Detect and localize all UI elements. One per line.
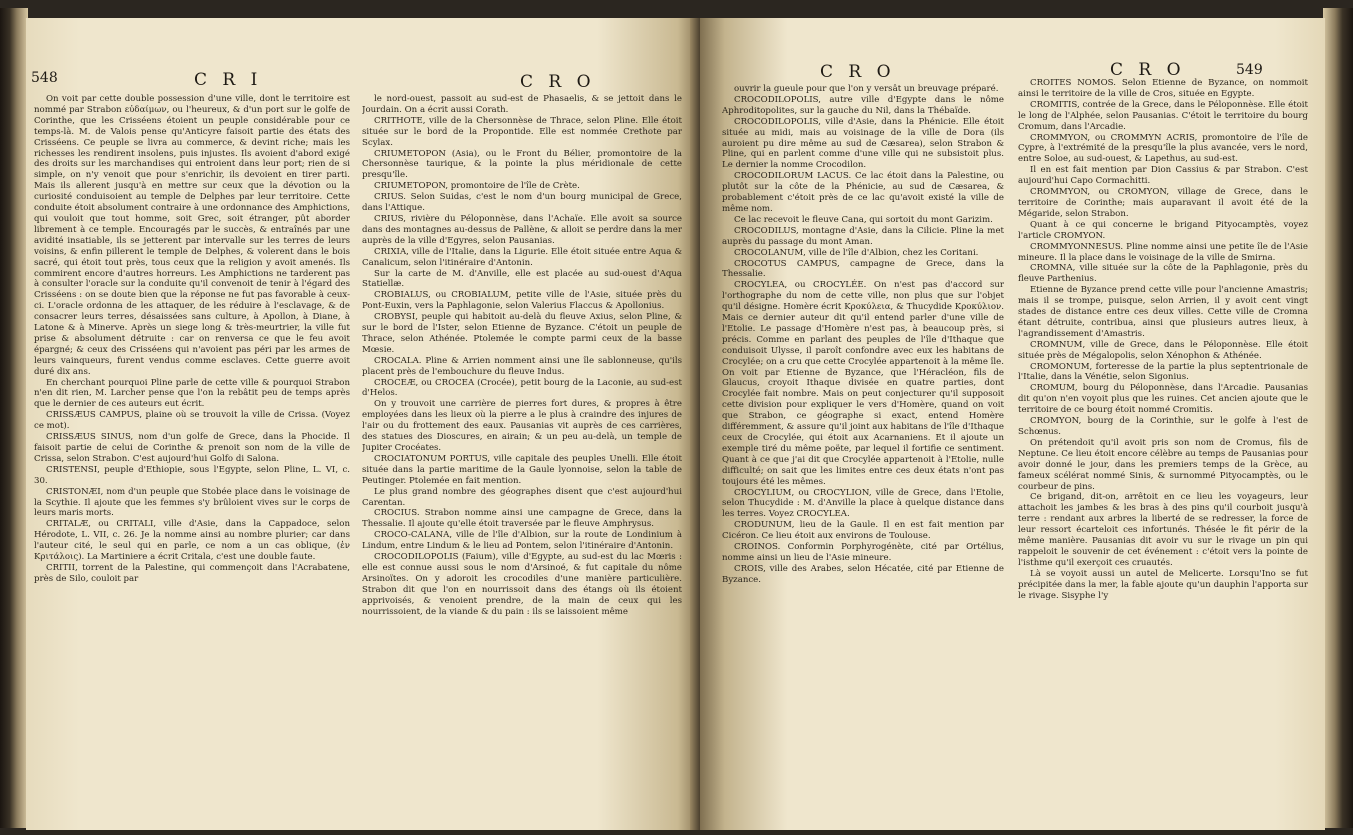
entry: CROITES NOMOS. Selon Etienne de Byzance, on nommoit ainsi le territoire de la ville de Cros, située en Egypte. — [1018, 78, 1308, 99]
entry: CRIUS. Selon Suidas, c'est le nom d'un bourg municipal de Grece, dans l'Attique. — [362, 192, 682, 214]
entry: Ce brigand, dit-on, arrêtoit en ce lieu les voyageurs, leur attachoit les jambes & les bras à des pins qu'il courboit jusqu'à terre : rendant aux arbres la liberté de se redresser, la force de leur ressort écarteloit ces infortunés. Thésée le fit périr de la même manière. Pausanias dit avoir vu sur le rivage un pin qui rappeloit le souvenir de cet événement : c'étoit vers la pointe de l'isthme qu'il exerçoit ces cruautés. — [1018, 492, 1308, 568]
entry: CROBYSI, peuple qui habitoit au-delà du fleuve Axius, selon Pline, & sur le bord de l'Ister, selon Etienne de Byzance. C'étoit un peuple de Thrace, selon Athénée. Ptolemée le compte parmi ceux de la basse Mœsie. — [362, 312, 682, 355]
entry: CROCODILOPOLIS, ville d'Asie, dans la Phénicie. Elle étoit située au midi, mais au voisinage de la ville de Dora (ils auroient pu dire même au sud de Cæsarea), selon Strabon & Pline, qui en parlent comme d'une ville qui ne subsistoit plus. Le dernier la nomme Crocodilon. — [722, 116, 1004, 171]
entry: CRITHOTE, ville de la Chersonnèse de Thrace, selon Pline. Elle étoit située sur le bord de la Propontide. Elle est nommée Crethote par Scylax. — [362, 115, 682, 148]
entry: On prétendoit qu'il avoit pris son nom de Cromus, fils de Neptune. Ce lieu étoit encore célèbre au temps de Pausanias pour avoir donné le jour, dans les premiers temps de la Grèce, au fameux scélérat nommé Sinis, & surnommé Pityocamptès, ou le courbeur de pins. — [1018, 437, 1308, 492]
right-page-column-1 — [722, 84, 1004, 826]
entry: le nord-ouest, passoit au sud-est de Phasaelis, & se jettoit dans le Jourdain. On a écrit aussi Corath. — [362, 94, 682, 115]
entry: CROMITIS, contrée de la Grece, dans le Péloponnèse. Elle étoit le long de l'Alphée, selon Pausanias. C'étoit le territoire du bourg Cromum, dans l'Arcadie. — [1018, 99, 1308, 132]
entry: CRISSÆUS SINUS, nom d'un golfe de Grece, dans la Phocide. Il faisoit partie de celui de Corinthe & prenoit son nom de la ville de Crissa, selon Strabon. C'est aujourd'hui Golfo di Salona. — [34, 432, 350, 464]
entry: CRITII, torrent de la Palestine, qui commençoit dans l'Acrabatene, près de Silo, couloit par — [34, 562, 350, 584]
entry: Il en est fait mention par Dion Cassius & par Strabon. C'est aujourd'hui Capo Cormachitti. — [1018, 165, 1308, 187]
entry: On voit par cette double possession d'une ville, dont le territoire est nommé par Strabon εὐδαίμων, ou l'heureux, & d'un port sur le golfe de Corinthe, que les Crisséens étoient un peuple considérable pour ce temps-là. M. de Valois pense qu'Anticyre faisoit partie des états des Crisséens. Ce peuple se livra au commerce, & devint riche; mais les richesses les rendirent insolens, puis injustes. Ils avoient d'abord exigé des droits sur les marchandises qui entroient dans leur port; rien de si simple, on n'y venoit que pour s'enrichir, ils devoient en tirer parti. Mais ils allerent jusqu'à en mettre sur ceux que la dévotion ou la curiosité conduisoient au temple de Delphes par leur territoire. Cette conduite étoit absolument contraire à une ordonnance des Amphictions, qui vouloit que tout homme, soit Grec, soit étranger, pût aborder librement à ce temple. Encouragés par le succès, & entraînés par une avidité insatiable, ils se jetterent par intervalle sur les terres de leurs voisins, & enfin pillerent le temple de Delphes, & volerent dans le bois sacré, qui étoit tout près, tous ceux que la religion y avoit amenés. Ils commirent encore d'autres horreurs. Les Amphictions ne tarderent pas à consulter l'oracle sur la conduite qu'il convenoit de tenir à l'égard des Crisséens : on se doute bien que la réponse ne fut pas favorable à ceux-ci. L'oracle ordonna de les attaquer, de les réduire à l'esclavage, & de consacrer leurs terres, désaissées sans culture, à Apollon, à Diane, à Latone & à Minerve. Après un siege long & très-meurtrier, la ville fut prise & absolument détruite : car on renversa ce que le feu avoit épargné; & ceux des Crisséens qui n'avoient pas péri par les armes de leurs vainqueurs, furent vendus comme esclaves. Cette guerre avoit duré dix ans. — [34, 94, 350, 377]
left-page-edges — [0, 8, 28, 828]
running-head-right-col1: C R O — [820, 62, 896, 82]
entry: CROCIATONUM PORTUS, ville capitale des peuples Unelli. Elle étoit située dans la partie maritime de la Gaule lyonnoise, selon la table de Peutinger. Ptolemée en fait mention. — [362, 453, 682, 486]
entry: Ce lac recevoit le fleuve Cana, qui sortoit du mont Garizim. — [734, 214, 993, 225]
entry: Le plus grand nombre des géographes disent que c'est aujourd'hui Carentan. — [362, 486, 682, 508]
entry: CRITALÆ, ou CRITALI, ville d'Asie, dans la Cappadoce, selon Hérodote, L. VII, c. 26. Je la nomme ainsi au nombre plurier; car dans l'auteur cité, le seul qui en parle, ce nom a un cas oblique, (ἐν Κριτάλοις). La Martiniere a écrit Critala, c'est une double faute. — [34, 519, 350, 563]
page-number-left: 548 — [31, 70, 58, 86]
entry: Quant à ce qui concerne le brigand Pityocamptès, voyez l'article CROMYON. — [1018, 219, 1308, 241]
entry: CROCYLEA, ou CROCYLÉE. On n'est pas d'accord sur l'orthographe du nom de cette ville, non plus que sur l'objet qu'il désigne. Homère écrit Κροκύλεια, & Thucydide Κροκύλιον. Mais ce dernier auteur dit qu'il entend parler d'une ville de l'Etolie. Le passage d'Homère n'est pas, à beaucoup près, si précis. Comme en parlant des peuples de l'île d'Ithaque que conduisoit Ulysse, il paroît confondre avec eux les habitans de Crocylée; on a cru que cette Crocylée appartenoit à la même île. On voit par Etienne de Byzance, que l'Héracléon, fils de Glaucus, croyoit Ithaque divisée en quatre parties, dont Crocylée fait nombre. Mais on peut conjecturer qu'il supposoit cette division pour expliquer le vers d'Homère, quand on voit que Strabon, ce géographe si exact, entend Homère différemment, & assure qu'il joint aux habitans de l'île d'Ithaque ceux de Crocylée, qui étoit aux Acarnaniens. Et il ajoute un exemple tiré du même poëte, par lequel il fortifie ce sentiment. Quant à ce que j'ai dit que Crocylée appartenoit à l'Etolie, nulle difficulté; on sait que les limites entre ces deux états n'ont pas toujours été les mêmes. — [722, 280, 1004, 487]
entry: CROMMYON, ou CROMMYN ACRIS, promontoire de l'île de Cypre, à l'extrémité de la presqu'île la plus avancée, vers le nord, entre Soloe, au sud-ouest, & Lapethus, au sud-est. — [1018, 132, 1308, 165]
entry: CROCOTUS CAMPUS, campagne de Grece, dans la Thessalie. — [722, 258, 1004, 280]
entry: CRIUMETOPON, promontoire de l'île de Crète. — [374, 181, 580, 192]
entry: CROCODILORUM LACUS. Ce lac étoit dans la Palestine, ou plutôt sur la côte de la Phénicie, au sud de Cæsarea, & probablement c'étoit près de ce lac qu'avoit existé la ville de même nom. — [722, 171, 1004, 214]
entry: CROCODILOPOLIS, autre ville d'Egypte dans le nôme Aphroditopolites, sur la gauche du Nil, dans la Thébaïde. — [722, 94, 1004, 116]
entry: Là se voyoit aussi un autel de Melicerte. Lorsqu'Ino se fut précipitée dans la mer, la fable ajoute qu'un dauphin l'apporta sur le rivage. Sisyphe l'y — [1018, 568, 1308, 601]
running-head-left-col1: C R I — [194, 70, 263, 90]
entry: CROCEÆ, ou CROCEA (Crocée), petit bourg de la Laconie, au sud-est d'Helos. — [362, 377, 682, 399]
left-page — [26, 18, 698, 830]
entry: CRISTONÆI, nom d'un peuple que Stobée place dans le voisinage de la Scythie. Il ajoute que les femmes s'y brûloient vives sur le corps de leurs maris morts. — [34, 486, 350, 519]
entry: CROMUM, bourg du Péloponnèse, dans l'Arcadie. Pausanias dit qu'on n'en voyoit plus que les ruines. Cet ancien ajoute que le territoire de ce bourg étoit nommé Cromitis. — [1018, 383, 1308, 416]
running-head-right-col2: C R O — [1110, 60, 1186, 80]
page-number-right: 549 — [1236, 62, 1263, 78]
entry: CRIUS, rivière du Péloponnèse, dans l'Achaïe. Elle avoit sa source dans des montagnes au-dessus de Pallène, & alloit se perdre dans la mer auprès de la ville d'Egyres, selon Pausanias. — [362, 213, 682, 246]
entry: CROMYON, bourg de la Corinthie, sur le golfe à l'est de Schœnus. — [1018, 416, 1308, 437]
entry: On y trouvoit une carrière de pierres fort dures, & propres à être employées dans les lieux où la pierre a le plus à craindre des injures de l'air ou du frottement des eaux. Pausanias vit auprès de ces carrières, des statues des Dioscures, en airain; & un peu au-delà, un temple de Jupiter Crocéates. — [362, 399, 682, 453]
left-page-column-1 — [34, 94, 350, 826]
entry: CRODUNUM, lieu de la Gaule. Il en est fait mention par Cicéron. Ce lieu étoit aux environs de Toulouse. — [722, 520, 1004, 542]
right-page — [700, 18, 1325, 830]
entry: Sur la carte de M. d'Anville, elle est placée au sud-ouest d'Aqua Statiellæ. — [362, 268, 682, 290]
entry: CROCODILUS, montagne d'Asie, dans la Cilicie. Pline la met auprès du passage du mont Aman. — [722, 225, 1004, 247]
entry: CROMMYON, ou CROMYON, village de Grece, dans le territoire de Corinthe; mais auparavant il avoit été de la Mégaride, selon Strabon. — [1018, 187, 1308, 219]
entry: Etienne de Byzance prend cette ville pour l'ancienne Amastris; mais il se trompe, puisque, selon Arrien, il y avoit cent vingt stades de distance entre ces deux villes. Cette ville de Cromna étant détruite, contribua, ainsi que plusieurs autres lieux, à l'agrandissement d'Amastris. — [1018, 285, 1308, 339]
right-page-edges — [1323, 8, 1353, 828]
right-page-column-2 — [1018, 78, 1308, 826]
entry: CROMMYONNESUS. Pline nomme ainsi une petite île de l'Asie mineure. Il la place dans le voisinage de la ville de Smirna. — [1018, 241, 1308, 263]
entry: CROCODILOPOLIS (Faium), ville d'Egypte, au sud-est du lac Mœris : elle est connue aussi sous le nom d'Arsinoé, & fut capitale du nôme Arsinoïtes. On y adoroit les crocodiles d'une manière particulière. Strabon dit que l'on en nourrissoit dans des étangs où ils étoient apprivoisés, & venoient prendre, de la main de ceux qui les nourrissoient, de la viande & du pain : ils se laissoient même — [362, 552, 682, 617]
entry: CROMNUM, ville de Grece, dans le Péloponnèse. Elle étoit située près de Mégalopolis, selon Xénophon & Athénée. — [1018, 339, 1308, 361]
entry: CROCYLIUM, ou CROCYLION, ville de Grece, dans l'Etolie, selon Thucydide : M. d'Anville la place à quelque distance dans les terres. Voyez CROCYLEA. — [722, 487, 1004, 520]
entry: CRISSÆUS CAMPUS, plaine où se trouvoit la ville de Crissa. (Voyez ce mot). — [34, 410, 350, 432]
entry: CROIS, ville des Arabes, selon Hécatée, cité par Etienne de Byzance. — [722, 563, 1004, 585]
entry: CRIUMETOPON (Asia), ou le Front du Bélier, promontoire de la Chersonnèse taurique, & la pointe la plus méridionale de cette presqu'île. — [362, 148, 682, 181]
entry: ouvrir la gueule pour que l'on y versât un breuvage préparé. — [734, 84, 999, 94]
entry: CRIXIA, ville de l'Italie, dans la Ligurie. Elle étoit située entre Aqua & Canalicum, selon l'itinéraire d'Antonin. — [362, 246, 682, 268]
entry: CROINOS. Conformin Porphyrogénète, cité par Ortélius, nomme ainsi un lieu de l'Asie mineure. — [722, 542, 1004, 563]
entry: CROCO-CALANA, ville de l'île d'Albion, sur la route de Londinium à Lindum, entre Lindum & le lieu ad Pontem, selon l'itinéraire d'Antonin. — [362, 530, 682, 552]
entry: CRISTENSI, peuple d'Ethiopie, sous l'Egypte, selon Pline, L. VI, c. 30. — [34, 464, 350, 486]
entry: CROBIALUS, ou CROBIALUM, petite ville de l'Asie, située près du Pont-Euxin, vers la Paphlagonie, selon Valerius Flaccus & Apollonius. — [362, 290, 682, 312]
left-page-column-2 — [362, 94, 682, 826]
running-head-left-col2: C R O — [520, 72, 596, 92]
entry: CROCOLANUM, ville de l'île d'Albion, chez les Coritani. — [734, 247, 979, 258]
entry: En cherchant pourquoi Pline parle de cette ville & pourquoi Strabon n'en dit rien, M. Larcher pense que l'on la rebâtit peu de temps après que le dernier de ces auteurs eut écrit. — [34, 377, 350, 410]
entry: CROMNA, ville située sur la côte de la Paphlagonie, près du fleuve Parthenius. — [1018, 263, 1308, 285]
entry: CROMONUM, forteresse de la partie la plus septentrionale de l'Italie, dans la Vénétie, selon Sigonius. — [1018, 361, 1308, 383]
entry: CROCALA. Pline & Arrien nomment ainsi une île sablonneuse, qu'ils placent près de l'embouchure du fleuve Indus. — [362, 355, 682, 377]
entry: CROCIUS. Strabon nomme ainsi une campagne de Grece, dans la Thessalie. Il ajoute qu'elle étoit traversée par le fleuve Amphrysus. — [362, 508, 682, 530]
